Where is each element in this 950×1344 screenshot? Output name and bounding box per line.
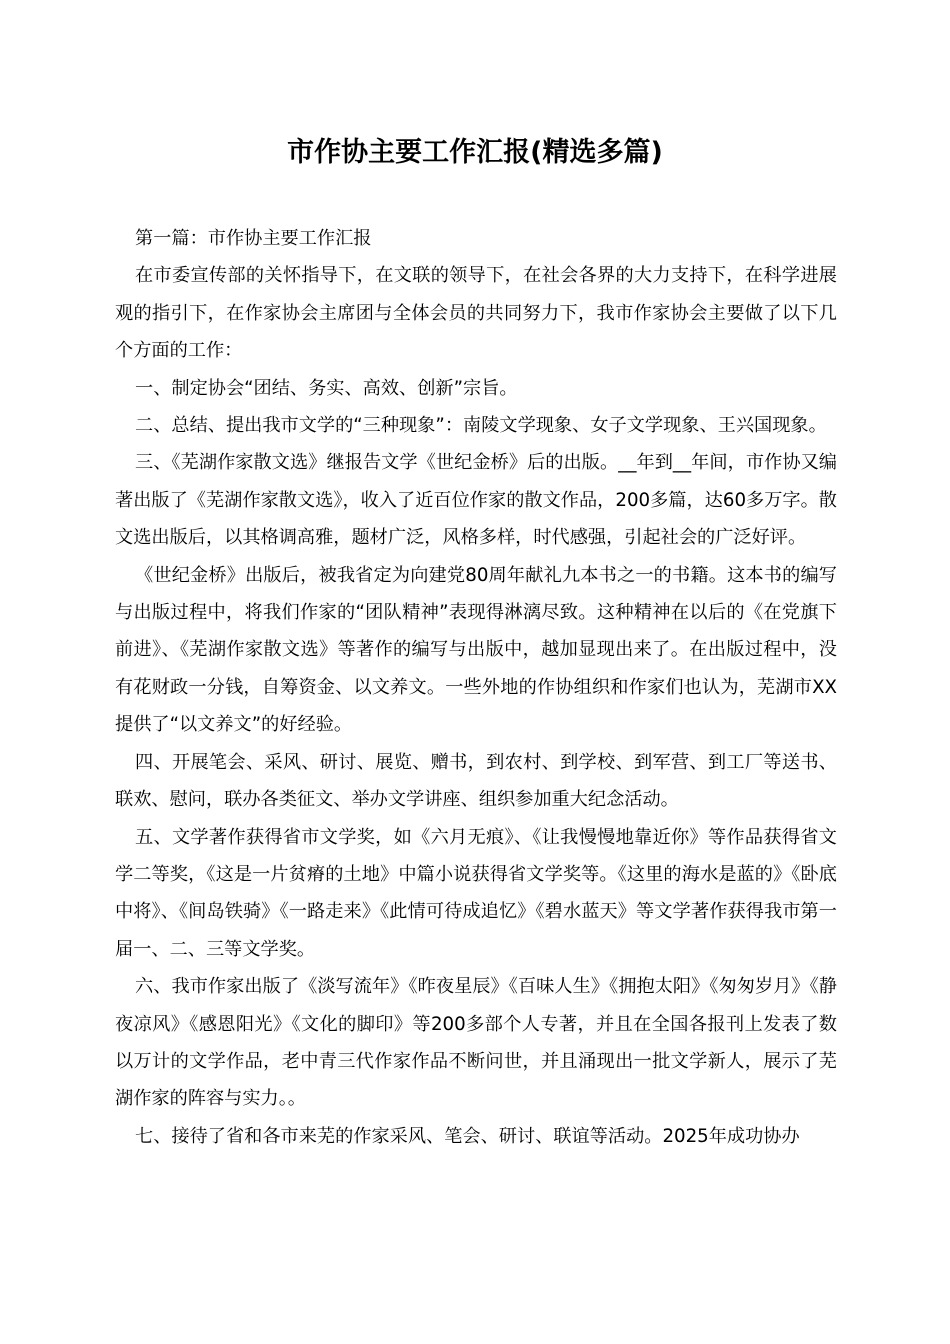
intro-paragraph: 在市委宣传部的关怀指导下，在文联的领导下，在社会各界的大力支持下，在科学进展观的指引下，在作家协会主席团与全体会员的共同努力下，我市作家协会主要做了以下几个方面的工作： bbox=[115, 265, 837, 362]
paragraph-item-6: 六、我市作家出版了《淡写流年》《昨夜星辰》《百味人生》《拥抱太阳》《匆匆岁月》《静夜凉风》《感恩阳光》《文化的脚印》等200多部个人专著，并且在全国各报刊上发表了数以万计的文学作品，老中青三代作家作品不断问世，并且涌现出一批文学新人，展示了芜湖作家的阵容与实力。。 bbox=[115, 976, 837, 1110]
paragraph-item-1: 一、制定协会“团结、务实、高效、创新”宗旨。 bbox=[135, 377, 518, 399]
paragraph-item-7: 七、接待了省和各市来芜的作家采风、笔会、研讨、联谊等活动。2025年成功协办 bbox=[135, 1125, 800, 1147]
paragraph-item-3: 三、《芜湖作家散文选》继报告文学《世纪金桥》后的出版。__年到__年间，市作协又编著出版了《芜湖作家散文选》，收入了近百位作家的散文作品，200多篇，达60多万字。散文选出版后，以其格调高雅，题材广泛，风格多样，时代感强，引起社会的广泛好评。 bbox=[115, 452, 837, 549]
paragraph-item-3-continued: 《世纪金桥》出版后，被我省定为向建党80周年献礼九本书之一的书籍。这本书的编写与出版过程中，将我们作家的“团队精神”表现得淋漓尽致。这种精神在以后的《在党旗下前进》、《芜湖作家散文选》等著作的编写与出版中，越加显现出来了。在出版过程中，没有花财政一分钱，自筹资金、以文养文。一些外地的作协组织和作家们也认为，芜湖市XX提供了“以文养文”的好经验。 bbox=[115, 564, 837, 736]
paragraph-item-4: 四、开展笔会、采风、研讨、展览、赠书，到农村、到学校、到军营、到工厂等送书、联欢、慰问，联办各类征文、举办文学讲座、组织参加重大纪念活动。 bbox=[115, 751, 837, 811]
section-heading: 第一篇：市作协主要工作汇报 bbox=[135, 228, 372, 249]
paragraph-item-2: 二、总结、提出我市文学的“三种现象”：南陵文学现象、女子文学现象、王兴国现象。 bbox=[135, 415, 827, 437]
paragraph-item-5: 五、文学著作获得省市文学奖，如《六月无痕》、《让我慢慢地靠近你》等作品获得省文学二等奖，《这是一片贫瘠的土地》中篇小说获得省文学奖等。《这里的海水是蓝的》《卧底中将》、《间岛铁骑》《一路走来》《此情可待成追忆》《碧水蓝天》等文学著作获得我市第一届一、二、三等文学奖。 bbox=[115, 826, 837, 960]
document-body bbox=[115, 220, 837, 1155]
document-title: 市作协主要工作汇报(精选多篇) bbox=[287, 137, 663, 168]
